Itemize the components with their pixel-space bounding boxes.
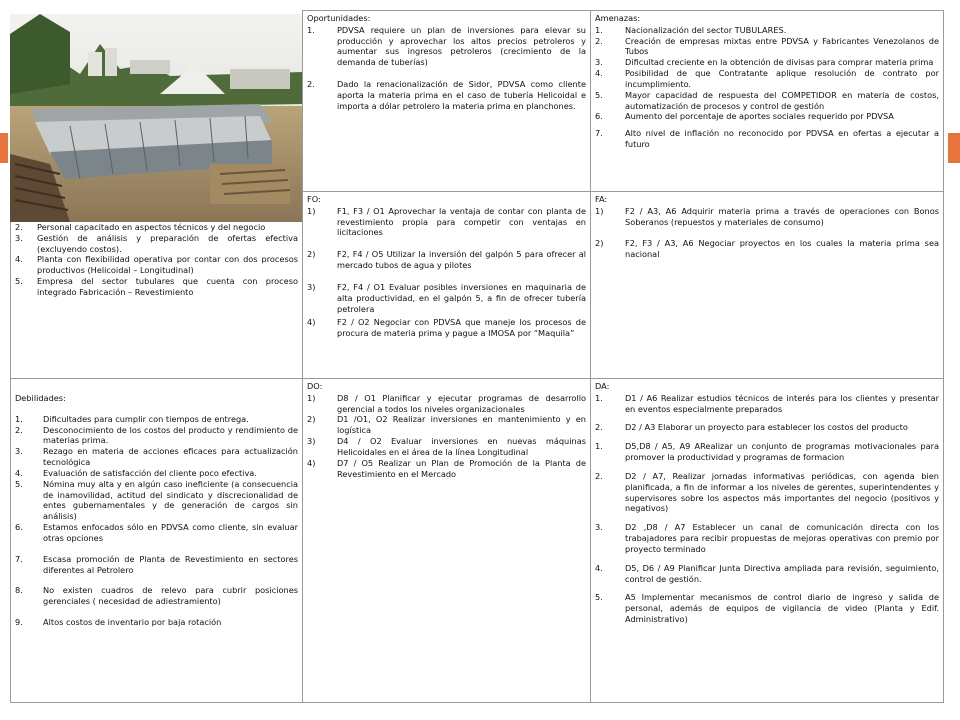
fa-cell — [591, 192, 944, 379]
list-item: 3. D2 ,D8 / A7 Establecer un canal de comunicación directa con los trabajadores para recibir propuestas de mejoras operativas con premio por proyecto terminado — [595, 522, 939, 554]
debilidades-title: Debilidades: — [15, 393, 66, 403]
list-item: 2. D2 / A3 Elaborar un proyecto para establecer los costos del producto — [595, 422, 908, 433]
list-item: 2. D2 / A7, Realizar jornadas informativas periódicas, con agenda bien planificada, a fin de informar a los niveles de gerentes, superintendentes y supervisores sobre los aspectos más importantes del negocio (positivos y negativos) — [595, 470, 939, 514]
amenazas-list — [595, 25, 939, 150]
oportunidades-list — [307, 25, 586, 112]
amenazas-title: Amenazas: — [595, 13, 641, 23]
da-list — [595, 393, 939, 625]
da-title: DA: — [595, 381, 610, 391]
fa-title: FA: — [595, 194, 608, 204]
list-item: 2. Personal capacitado en aspectos técnicos y del negocio — [15, 222, 266, 232]
list-item: 4) F2 / O2 Negociar con PDVSA que maneje los procesos de procura de materia prima y pague a IMOSA por “Maquila” — [307, 317, 586, 339]
list-item: 6. Estamos enfocados sólo en PDVSA como cliente, sin evaluar otras opciones — [15, 522, 298, 543]
list-item: 8. No existen cuadros de relevo para cubrir posiciones gerenciales ( necesidad de adiestramiento) — [15, 585, 298, 607]
list-item: 4. Planta con flexibilidad operativa por contar con dos procesos productivos (Helicoidal – Longitudinal) — [15, 254, 298, 276]
list-item: 5. Empresa del sector tubulares que cuenta con proceso integrado Fabricación – Revestimiento — [15, 276, 298, 297]
list-item: 1) F1, F3 / O1 Aprovechar la ventaja de contar con planta de revestimiento propia para competir con ventajas en licitaciones — [307, 205, 586, 238]
list-item: 3. Dificultad creciente en la obtención de divisas para comprar materia prima — [595, 57, 934, 68]
debilidades-list — [15, 414, 298, 628]
list-item: 2) D1 /O1, O2 Realizar inversiones en mantenimiento y en logística — [307, 414, 586, 436]
list-item: 5. Mayor capacidad de respuesta del COMPETIDOR en materia de costos, automatización de procesos y control de gestión — [595, 89, 939, 111]
list-item: 2) F2, F4 / O5 Utilizar la inversión del galpón 5 para ofrecer al mercado tubos de agua y pilotes — [307, 249, 586, 271]
list-item: 1. D1 / A6 Realizar estudios técnicos de interés para los clientes y presentar en eventos especialmente preparados — [595, 392, 939, 414]
list-item: 1. Dificultades para cumplir con tiempos de entrega. — [15, 413, 249, 424]
oportunidades-cell — [303, 11, 591, 192]
list-item: 1. Nacionalización del sector TUBULARES. — [595, 24, 787, 35]
amenazas-cell — [591, 11, 944, 192]
list-item: 3) D4 / O2 Evaluar inversiones en nuevas máquinas Helicoidales en el área de la línea Longitudinal — [307, 436, 586, 457]
do-list — [307, 393, 586, 480]
list-item: 3. Rezago en materia de acciones eficaces para actualización tecnológica — [15, 446, 298, 468]
oportunidades-title: Oportunidades: — [307, 13, 371, 23]
list-item: 4) D7 / O5 Realizar un Plan de Promoción de la Planta de Revestimiento en el Mercado — [307, 457, 586, 479]
list-item: 1. PDVSA requiere un plan de inversiones para elevar su producción y aprovechar los altos precios petroleros y aumentar sus ingresos petroleros (crecimiento de la demanda de tuberías) — [307, 24, 586, 68]
list-item: 2. Creación de empresas mixtas entre PDVSA y Fabricantes Venezolanos de Tubos — [595, 35, 939, 57]
list-item: 6. Aumento del porcentaje de aportes sociales requerido por PDVSA — [595, 111, 894, 122]
fo-list — [307, 206, 586, 339]
list-item: 2) F2, F3 / A3, A6 Negociar proyectos en los cuales la materia prima sea nacional — [595, 238, 939, 260]
list-item: 7. Alto nivel de inflación no reconocido por PDVSA en ofertas a ejecutar a futuro — [595, 128, 939, 150]
fo-title: FO: — [307, 194, 321, 204]
list-item: 7. Escasa promoción de Planta de Revestimiento en sectores diferentes al Petrolero — [15, 553, 298, 575]
list-item: 4. Posibilidad de que Contratante aplique resolución de contrato por incumplimiento. — [595, 68, 939, 89]
accent-bar-left — [0, 133, 8, 163]
accent-bar-right — [948, 133, 960, 163]
list-item: 4. D5, D6 / A9 Planificar Junta Directiva ampliada para revisión, seguimiento, control de gestión. — [595, 562, 939, 584]
list-item: 1. D5,D8 / A5, A9 ARealizar un conjunto de programas motivacionales para promover la productividad y programas de formacion — [595, 441, 939, 463]
fo-cell — [303, 192, 591, 379]
list-item: 5. Nómina muy alta y en algún caso ineficiente (a consecuencia de inamovilidad, actitud del sindicato y discrecionalidad de entes gubernamentales y de generación de cargos sin análisis) — [15, 478, 298, 522]
fortalezas-list — [15, 222, 298, 298]
do-cell — [303, 379, 591, 703]
do-title: DO: — [307, 381, 323, 391]
plant-photo — [10, 14, 302, 222]
list-item: 1) D8 / O1 Planificar y ejecutar programas de desarrollo gerencial a todos los niveles organizacionales — [307, 392, 586, 414]
list-item: 3) F2, F4 / O1 Evaluar posibles inversiones en maquinaria de alta productividad, en el galpón 5, a fin de ofrecer tubería petrolera — [307, 281, 586, 314]
da-cell — [591, 379, 944, 703]
list-item: 9. Altos costos de inventario por baja rotación — [15, 617, 222, 628]
list-item: 2. Dado la renacionalización de Sidor, PDVSA como cliente aporta la materia prima en el caso de tubería Helicoidal e importa a dólar petrolero la materia prima en planchones. — [307, 79, 586, 111]
debilidades-cell — [11, 379, 303, 703]
list-item: 4. Evaluación de satisfacción del cliente poco efectiva. — [15, 467, 257, 478]
fa-list — [595, 206, 939, 260]
list-item: 1) F2 / A3, A6 Adquirir materia prima a través de operaciones con Bonos Soberanos (repuestos y materiales de consumo) — [595, 205, 939, 227]
list-item: 2. Desconocimiento de los costos del producto y rendimiento de materias prima. — [15, 424, 298, 446]
list-item: 3. Gestión de análisis y preparación de ofertas efectiva (excluyendo costos). — [15, 232, 298, 254]
list-item: 5. A5 Implementar mecanismos de control diario de ingreso y salida de personal, además de equipos de vigilancia de video (Planta y Edif. Administrativo) — [595, 592, 939, 625]
